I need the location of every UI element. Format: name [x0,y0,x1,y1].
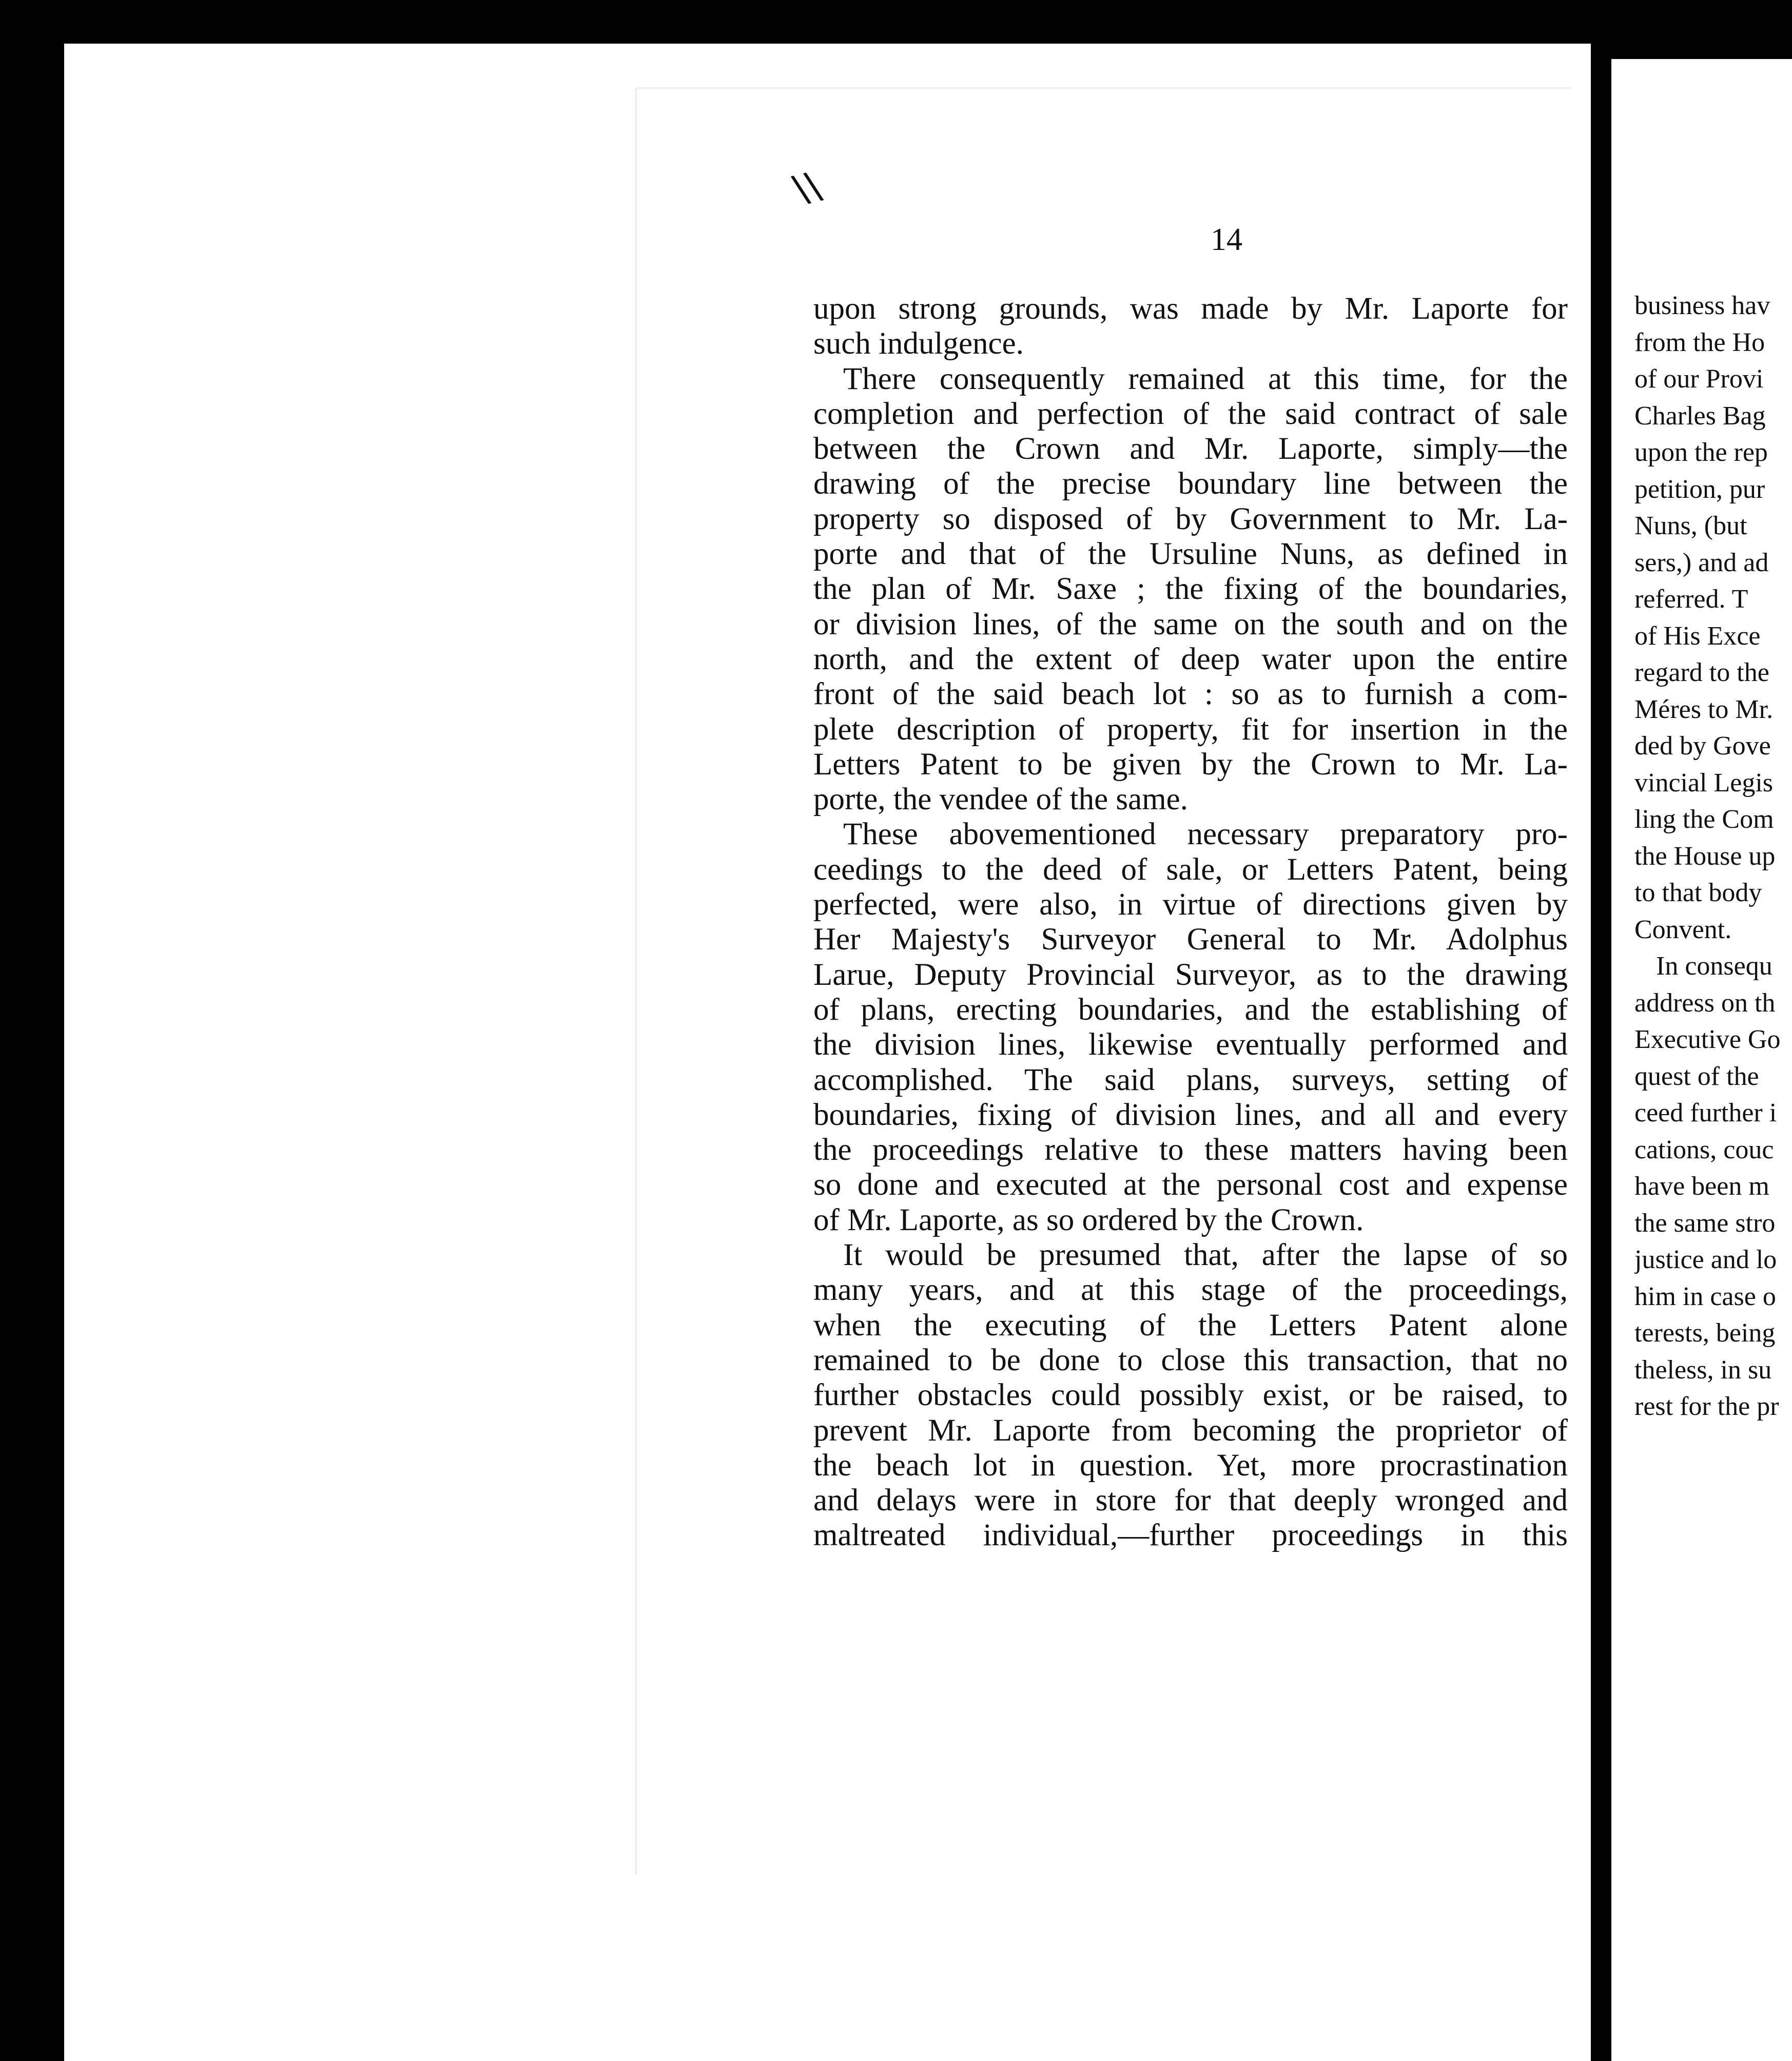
facing-text-line: Méres to Mr. [1634,694,1774,724]
text-line: ceedings to the deed of sale, or Letters Patent, being [813,852,1568,887]
text-line: It would be presumed that, after the lapse of so [843,1238,1568,1273]
facing-text-line: terests, being [1634,1318,1776,1348]
main-text-block [813,291,1568,1553]
facing-text-line: In consequ [1656,951,1772,981]
text-line: of Mr. Laporte, as so ordered by the Crown. [813,1202,1364,1237]
facing-text-line: petition, pur [1634,474,1765,504]
text-line: prevent Mr. Laporte from becoming the proprietor of [813,1413,1568,1448]
text-line: plete description of property, fit for insertion in the [813,712,1568,747]
facing-text-line: regard to the [1634,658,1769,687]
text-line: property so disposed of by Government to Mr. La- [813,501,1568,536]
text-line: boundaries, fixing of division lines, and all and every [813,1097,1568,1132]
text-line: Her Majesty's Surveyor General to Mr. Adolphus [813,922,1568,957]
text-line: perfected, were also, in virtue of directions given by [813,887,1568,922]
text-line: when the executing of the Letters Patent alone [813,1308,1568,1343]
facing-text-line: him in case o [1634,1281,1776,1311]
facing-text-line: rest for the pr [1634,1392,1779,1421]
text-line: These abovementioned necessary preparatory pro- [843,817,1568,852]
facing-text-line: of His Exce [1634,621,1761,651]
text-line: the beach lot in question. Yet, more procrastination [813,1448,1568,1483]
text-line: porte and that of the Ursuline Nuns, as defined in [813,537,1568,572]
text-line: and delays were in store for that deeply wronged and [813,1483,1568,1518]
facing-text-line: Charles Bag [1634,401,1766,431]
facing-text-line: ceed further i [1634,1098,1777,1127]
text-line: north, and the extent of deep water upon the entire [813,641,1568,676]
facing-text-line: sers,) and ad [1634,548,1769,577]
text-line: upon strong grounds, was made by Mr. Laporte for [813,291,1568,326]
text-line: drawing of the precise boundary line between the [813,466,1568,501]
facing-text-line: cations, couc [1634,1135,1774,1164]
text-line: completion and perfection of the said contract of sale [813,396,1568,431]
facing-text-line: the same stro [1634,1208,1776,1238]
text-line: such indulgence. [813,326,1024,361]
text-line: the plan of Mr. Saxe ; the fixing of the boundaries, [813,572,1568,607]
text-line: further obstacles could possibly exist, or be raised, to [813,1378,1568,1413]
text-line: Larue, Deputy Provincial Surveyor, as to the drawing [813,957,1568,992]
facing-text-line: Nuns, (but [1634,511,1747,540]
facing-text-line: address on th [1634,988,1776,1018]
facing-text-line: business hav [1634,291,1770,320]
facing-text-line: the House up [1634,841,1776,871]
text-line: porte, the vendee of the same. [813,782,1189,817]
text-line: accomplished. The said plans, surveys, setting of [813,1062,1568,1097]
text-line: Letters Patent to be given by the Crown to Mr. La- [813,747,1568,782]
text-line: so done and executed at the personal cost and expense [813,1168,1568,1202]
text-line: of plans, erecting boundaries, and the establishing of [813,992,1568,1027]
facing-text-line: justice and lo [1634,1245,1777,1274]
text-line: the proceedings relative to these matters having been [813,1133,1568,1168]
text-line: remained to be done to close this transaction, that no [813,1343,1568,1377]
stray-ink-mark: \\ [788,160,826,216]
text-line: There consequently remained at this time, for the [843,361,1568,396]
facing-text-line: quest of the [1634,1061,1759,1091]
facing-text-line: Convent. [1634,915,1732,944]
facing-text-line: ded by Gove [1634,731,1771,761]
facing-text-line: Executive Go [1634,1025,1781,1054]
text-line: between the Crown and Mr. Laporte, simply—the [813,432,1568,466]
facing-text-line: vincial Legis [1634,768,1774,798]
facing-page-text-fragment [1634,287,1792,1425]
page-number: 14 [1211,222,1242,257]
facing-text-line: of our Provi [1634,364,1764,394]
facing-text-line: from the Ho [1634,327,1765,357]
text-line: front of the said beach lot : so as to furnish a com- [813,677,1568,712]
text-line: the division lines, likewise eventually performed and [813,1027,1568,1062]
text-line: maltreated individual,—further proceedings in this [813,1518,1568,1553]
facing-text-line: ling the Com [1634,805,1774,834]
facing-text-line: to that body [1634,878,1762,907]
book-gutter [1591,0,1611,2061]
text-line: or division lines, of the same on the south and on the [813,607,1568,641]
facing-text-line: have been m [1634,1172,1769,1201]
facing-text-line: theless, in su [1634,1355,1772,1385]
text-line: many years, and at this stage of the proceedings, [813,1273,1568,1308]
facing-text-line: referred. T [1634,585,1748,614]
facing-text-line: upon the rep [1634,438,1768,467]
